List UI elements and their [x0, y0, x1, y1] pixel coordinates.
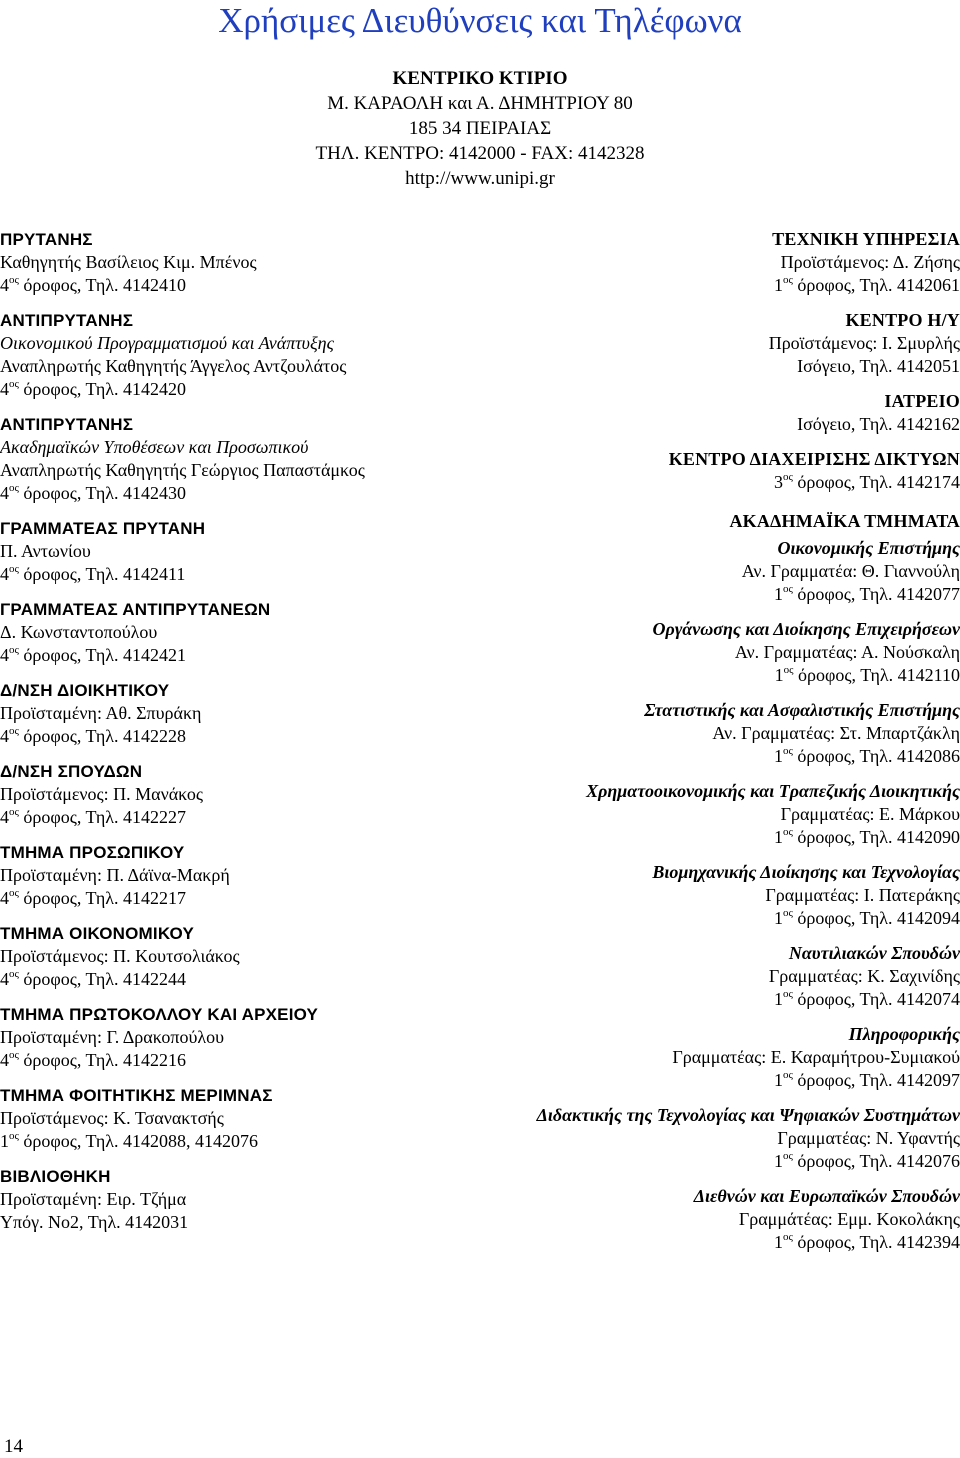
spacer: [0, 667, 480, 679]
contact-entry: [0, 413, 480, 505]
spacer: [0, 505, 480, 517]
phone-text: όροφος, Τηλ. 4142394: [792, 1232, 960, 1252]
floor-phone-line: [0, 644, 480, 667]
contact-entry: [0, 1165, 480, 1234]
contact-person: Προϊσταμένη: Γ. Δρακοπούλου: [0, 1027, 225, 1047]
portfolio-subtitle: Ακαδημαϊκών Υποθέσεων και Προσωπικού: [0, 437, 309, 457]
floor-number: 1: [773, 584, 783, 604]
floor-number: 4: [0, 726, 9, 746]
contact-entry: [440, 618, 960, 687]
spacer: [440, 849, 960, 861]
floor-phone-line: [0, 725, 480, 748]
floor-phone-line: [0, 887, 480, 910]
floor-phone-line: [0, 1130, 480, 1153]
office-heading: ΤΜΗΜΑ ΟΙΚΟΝΟΜΙΚΟΥ: [0, 924, 195, 943]
phone-text: όροφος, Τηλ. 4142227: [18, 807, 187, 827]
floor-suffix: ος: [9, 968, 19, 980]
phone-text: όροφος, Τηλ. 4142086: [792, 746, 960, 766]
office-heading: ΑΝΤΙΠΡΥΤΑΝΗΣ: [0, 311, 134, 330]
floor-phone-line: [0, 274, 480, 297]
floor-phone-line: [0, 482, 480, 505]
office-heading: ΒΙΒΛΙΟΘΗΚΗ: [0, 1167, 111, 1186]
contact-person: Αν. Γραμματέας: Α. Νούσκαλη: [734, 642, 960, 662]
floor-suffix: ος: [9, 482, 19, 494]
spacer: [440, 494, 960, 506]
contact-person: Γραμμάτέας: Εμμ. Κοκολάκης: [738, 1209, 960, 1229]
spacer: [0, 910, 480, 922]
floor-phone-line: [0, 563, 480, 586]
department-name: Πληροφορικής: [848, 1024, 960, 1044]
spacer: [440, 1092, 960, 1104]
floor-number: 1: [773, 827, 783, 847]
department-name: Ναυτιλιακών Σπουδών: [788, 943, 960, 963]
floor-suffix: ος: [782, 274, 793, 286]
services-and-departments-column: [440, 228, 960, 1254]
floor-suffix: ος: [782, 988, 793, 1000]
contact-entry: [0, 760, 480, 829]
contact-person: Προϊσταμένη: Π. Δάϊνα-Μακρή: [0, 865, 230, 885]
spacer: [440, 930, 960, 942]
floor-suffix: ος: [782, 907, 793, 919]
department-name: Διεθνών και Ευρωπαϊκών Σπουδών: [693, 1186, 960, 1206]
floor-suffix: ος: [782, 826, 793, 838]
spacer: [440, 1011, 960, 1023]
contact-entry: [440, 780, 960, 849]
phone-text: όροφος, Τηλ. 4142420: [18, 379, 187, 399]
floor-number: 4: [0, 275, 9, 295]
contact-entry: [440, 1185, 960, 1254]
contact-entry: [440, 309, 960, 378]
floor-number: 4: [0, 969, 9, 989]
contact-entry: [0, 841, 480, 910]
academic-departments-heading: ΑΚΑΔΗΜΑΪΚΑ ΤΜΗΜΑΤΑ: [729, 511, 960, 531]
spacer: [0, 748, 480, 760]
floor-number: 4: [0, 379, 9, 399]
spacer: [0, 1072, 480, 1084]
central-building-title: ΚΕΝΤΡΙΚΟ ΚΤΙΡΙΟ: [392, 68, 568, 89]
phone-text: όροφος, Τηλ. 4142430: [18, 483, 187, 503]
floor-phone-line: [0, 1049, 480, 1072]
floor-number: 4: [0, 1050, 9, 1070]
floor-suffix: ος: [9, 1049, 19, 1061]
contact-person: Καθηγητής Βασίλειος Κιμ. Μπένος: [0, 252, 257, 272]
floor-number: 4: [0, 888, 9, 908]
spacer: [440, 297, 960, 309]
floor-phone-line: [440, 1231, 960, 1254]
contact-entry: [440, 537, 960, 606]
contact-person: Γραμματέας: Ε. Μάρκου: [780, 804, 960, 824]
contact-entry: [440, 390, 960, 436]
contact-person: Προϊσταμένη: Ειρ. Τζήμα: [0, 1189, 187, 1209]
portfolio-subtitle: Οικονομικού Προγραμματισμού και Ανάπτυξης: [0, 333, 334, 353]
contact-entry: [440, 448, 960, 494]
office-heading: ΤΜΗΜΑ ΦΟΙΤΗΤΙΚΗΣ ΜΕΡΙΜΝΑΣ: [0, 1086, 273, 1105]
contact-person: Προϊστάμενος: Κ. Τσανακτσής: [0, 1108, 224, 1128]
spacer: [0, 297, 480, 309]
contact-person: Προϊστάμενος: Δ. Ζήσης: [780, 252, 960, 272]
department-name: Διδακτικής της Τεχνολογίας και Ψηφιακών Συστημάτων: [536, 1105, 960, 1125]
floor-suffix: ος: [9, 274, 19, 286]
floor-phone-line: [440, 988, 960, 1011]
contact-person: Αν. Γραμματέας: Στ. Μπαρτζάκλη: [712, 723, 960, 743]
floor-phone-line: [0, 968, 480, 991]
floor-suffix: ος: [782, 1069, 793, 1081]
central-building-phones: ΤΗΛ. ΚΕΝΤΡΟ: 4142000 - FAX: 4142328: [315, 143, 645, 164]
spacer: [440, 378, 960, 390]
contact-entry: [0, 679, 480, 748]
floor-suffix: ος: [782, 1150, 793, 1162]
floor-phone-line: [440, 664, 960, 687]
office-heading: Δ/ΝΣΗ ΣΠΟΥΔΩΝ: [0, 762, 143, 781]
phone-text: όροφος, Τηλ. 4142174: [792, 472, 960, 492]
floor-phone-line: [440, 471, 960, 494]
department-name: Στατιστικής και Ασφαλιστικής Επιστήμης: [644, 700, 960, 720]
contact-entry: [440, 861, 960, 930]
contact-person: Αναπληρωτής Καθηγητής Γεώργιος Παπαστάμκος: [0, 460, 365, 480]
phone-text: όροφος, Τηλ. 4142217: [18, 888, 187, 908]
floor-phone-line: [440, 583, 960, 606]
floor-number: 1: [773, 908, 783, 928]
office-heading: Δ/ΝΣΗ ΔΙΟΙΚΗΤΙΚΟΥ: [0, 681, 170, 700]
central-building-city: 185 34 ΠΕΙΡΑΙΑΣ: [408, 118, 552, 139]
floor-suffix: ος: [9, 725, 19, 737]
contact-entry: [440, 942, 960, 1011]
contact-entry: [440, 228, 960, 297]
floor-suffix: ος: [782, 745, 793, 757]
service-heading: ΚΕΝΤΡΟ Η/Υ: [845, 310, 960, 330]
phone-text: όροφος, Τηλ. 4142094: [792, 908, 960, 928]
central-building-block: [0, 66, 960, 191]
contact-person: Αν. Γραμματέα: Θ. Γιαννούλη: [741, 561, 960, 581]
office-heading: ΠΡΥΤΑΝΗΣ: [0, 230, 93, 249]
floor-number: 1: [773, 1070, 783, 1090]
contact-entry: [440, 699, 960, 768]
department-name: Οικονομικής Επιστήμης: [777, 538, 960, 558]
phone-text: όροφος, Τηλ. 4142076: [792, 1151, 960, 1171]
floor-number: 1: [773, 275, 783, 295]
floor-number: 4: [0, 645, 9, 665]
department-name: Χρηματοοικονομικής και Τραπεζικής Διοικητικής: [586, 781, 960, 801]
office-heading: ΑΝΤΙΠΡΥΤΑΝΗΣ: [0, 415, 134, 434]
phone-text: όροφος, Τηλ. 4142228: [18, 726, 187, 746]
floor-number: 3: [773, 472, 783, 492]
floor-number: 1: [0, 1131, 9, 1151]
spacer: [0, 1153, 480, 1165]
contact-entry: [0, 1003, 480, 1072]
floor-number: 4: [0, 807, 9, 827]
contact-entry: [0, 922, 480, 991]
floor-phone-line: [440, 826, 960, 849]
central-building-street: Μ. ΚΑΡΑΟΛΗ και Α. ΔΗΜΗΤΡΙΟΥ 80: [327, 93, 633, 114]
contact-entry: [0, 517, 480, 586]
floor-suffix: ος: [9, 887, 19, 899]
page-number: 14: [4, 1436, 23, 1457]
contact-person: Π. Αντωνίου: [0, 541, 91, 561]
university-url[interactable]: http://www.unipi.gr: [405, 168, 555, 189]
contact-entry: [0, 309, 480, 401]
location-phone: Ισόγειο, Τηλ. 4142051: [797, 356, 960, 376]
contact-entry: [0, 1084, 480, 1153]
floor-phone-line: [0, 378, 480, 401]
floor-phone-line: [440, 907, 960, 930]
floor-phone-line: [440, 745, 960, 768]
phone-text: όροφος, Τηλ. 4142421: [18, 645, 187, 665]
contact-person: Γραμματέας: Ε. Καραμήτρου-Συμιακού: [672, 1047, 960, 1067]
contact-person: Δ. Κωνσταντοπούλου: [0, 622, 158, 642]
spacer: [0, 991, 480, 1003]
spacer: [440, 768, 960, 780]
spacer: [440, 687, 960, 699]
location-phone: Υπόγ. Νο2, Τηλ. 4142031: [0, 1212, 189, 1232]
phone-text: όροφος, Τηλ. 4142097: [792, 1070, 960, 1090]
spacer: [0, 401, 480, 413]
floor-suffix: ος: [9, 644, 19, 656]
floor-phone-line: [0, 806, 480, 829]
floor-suffix: ος: [782, 471, 793, 483]
contact-person: Αναπληρωτής Καθηγητής Άγγελος Αντζουλάτος: [0, 356, 347, 376]
spacer: [440, 606, 960, 618]
department-name: Βιομηχανικής Διοίκησης και Τεχνολογίας: [652, 862, 960, 882]
spacer: [440, 436, 960, 448]
floor-number: 1: [773, 1232, 783, 1252]
contact-entry: [440, 1023, 960, 1092]
office-heading: ΤΜΗΜΑ ΠΡΟΣΩΠΙΚΟΥ: [0, 843, 185, 862]
floor-suffix: ος: [782, 1231, 793, 1243]
floor-number: 1: [774, 665, 784, 685]
administration-column: [0, 228, 480, 1234]
floor-suffix: ος: [782, 583, 793, 595]
phone-text: όροφος, Τηλ. 4142074: [792, 989, 960, 1009]
phone-text: όροφος, Τηλ. 4142244: [18, 969, 187, 989]
floor-phone-line: [440, 1069, 960, 1092]
spacer: [440, 1173, 960, 1185]
floor-suffix: ος: [9, 1130, 19, 1142]
contact-person: Προϊσταμένη: Αθ. Σπυράκη: [0, 703, 202, 723]
contact-entry: [0, 228, 480, 297]
floor-number: 1: [773, 1151, 783, 1171]
office-heading: ΤΜΗΜΑ ΠΡΩΤΟΚΟΛΛΟΥ ΚΑΙ ΑΡΧΕΙΟΥ: [0, 1005, 319, 1024]
department-name: Οργάνωσης και Διοίκησης Επιχειρήσεων: [652, 619, 960, 639]
office-heading: ΓΡΑΜΜΑΤΕΑΣ ΠΡΥΤΑΝΗ: [0, 519, 206, 538]
floor-suffix: ος: [783, 664, 794, 676]
phone-text: όροφος, Τηλ. 4142410: [18, 275, 187, 295]
phone-text: όροφος, Τηλ. 4142061: [792, 275, 960, 295]
page-title: Χρήσιμες Διευθύνσεις και Τηλέφωνα: [218, 1, 742, 40]
contact-person: Προϊστάμενος: Π. Μανάκος: [0, 784, 203, 804]
contact-person: Γραμματέας: Ι. Πατεράκης: [765, 885, 960, 905]
contact-entry: [0, 598, 480, 667]
contact-person: Προϊστάμενος: Π. Κουτσολιάκος: [0, 946, 240, 966]
floor-phone-line: [440, 1150, 960, 1173]
floor-suffix: ος: [9, 378, 19, 390]
phone-text: όροφος, Τηλ. 4142090: [792, 827, 960, 847]
phone-text: όροφος, Τηλ. 4142110: [793, 665, 960, 685]
floor-suffix: ος: [9, 806, 19, 818]
contact-person: Γραμματέας: Ν. Υφαντής: [777, 1128, 960, 1148]
floor-number: 4: [0, 564, 9, 584]
service-heading: ΚΕΝΤΡΟ ΔΙΑΧΕΙΡΙΣΗΣ ΔΙΚΤΥΩΝ: [668, 449, 960, 469]
floor-number: 4: [0, 483, 9, 503]
spacer: [0, 586, 480, 598]
phone-text: όροφος, Τηλ. 4142088, 4142076: [18, 1131, 259, 1151]
contact-person: Γραμματέας: Κ. Σαχινίδης: [768, 966, 960, 986]
floor-phone-line: [440, 274, 960, 297]
floor-suffix: ος: [9, 563, 19, 575]
spacer: [0, 829, 480, 841]
phone-text: όροφος, Τηλ. 4142411: [18, 564, 186, 584]
phone-text: όροφος, Τηλ. 4142077: [792, 584, 960, 604]
contact-person: Προϊστάμενος: Ι. Σμυρλής: [768, 333, 960, 353]
floor-number: 1: [773, 746, 783, 766]
service-heading: ΙΑΤΡΕΙΟ: [884, 391, 960, 411]
floor-number: 1: [773, 989, 783, 1009]
phone-text: όροφος, Τηλ. 4142216: [18, 1050, 187, 1070]
location-phone: Ισόγειο, Τηλ. 4142162: [797, 414, 960, 434]
contact-entry: [440, 1104, 960, 1173]
service-heading: ΤΕΧΝΙΚΗ ΥΠΗΡΕΣΙΑ: [772, 229, 960, 249]
office-heading: ΓΡΑΜΜΑΤΕΑΣ ΑΝΤΙΠΡΥΤΑΝΕΩΝ: [0, 600, 271, 619]
